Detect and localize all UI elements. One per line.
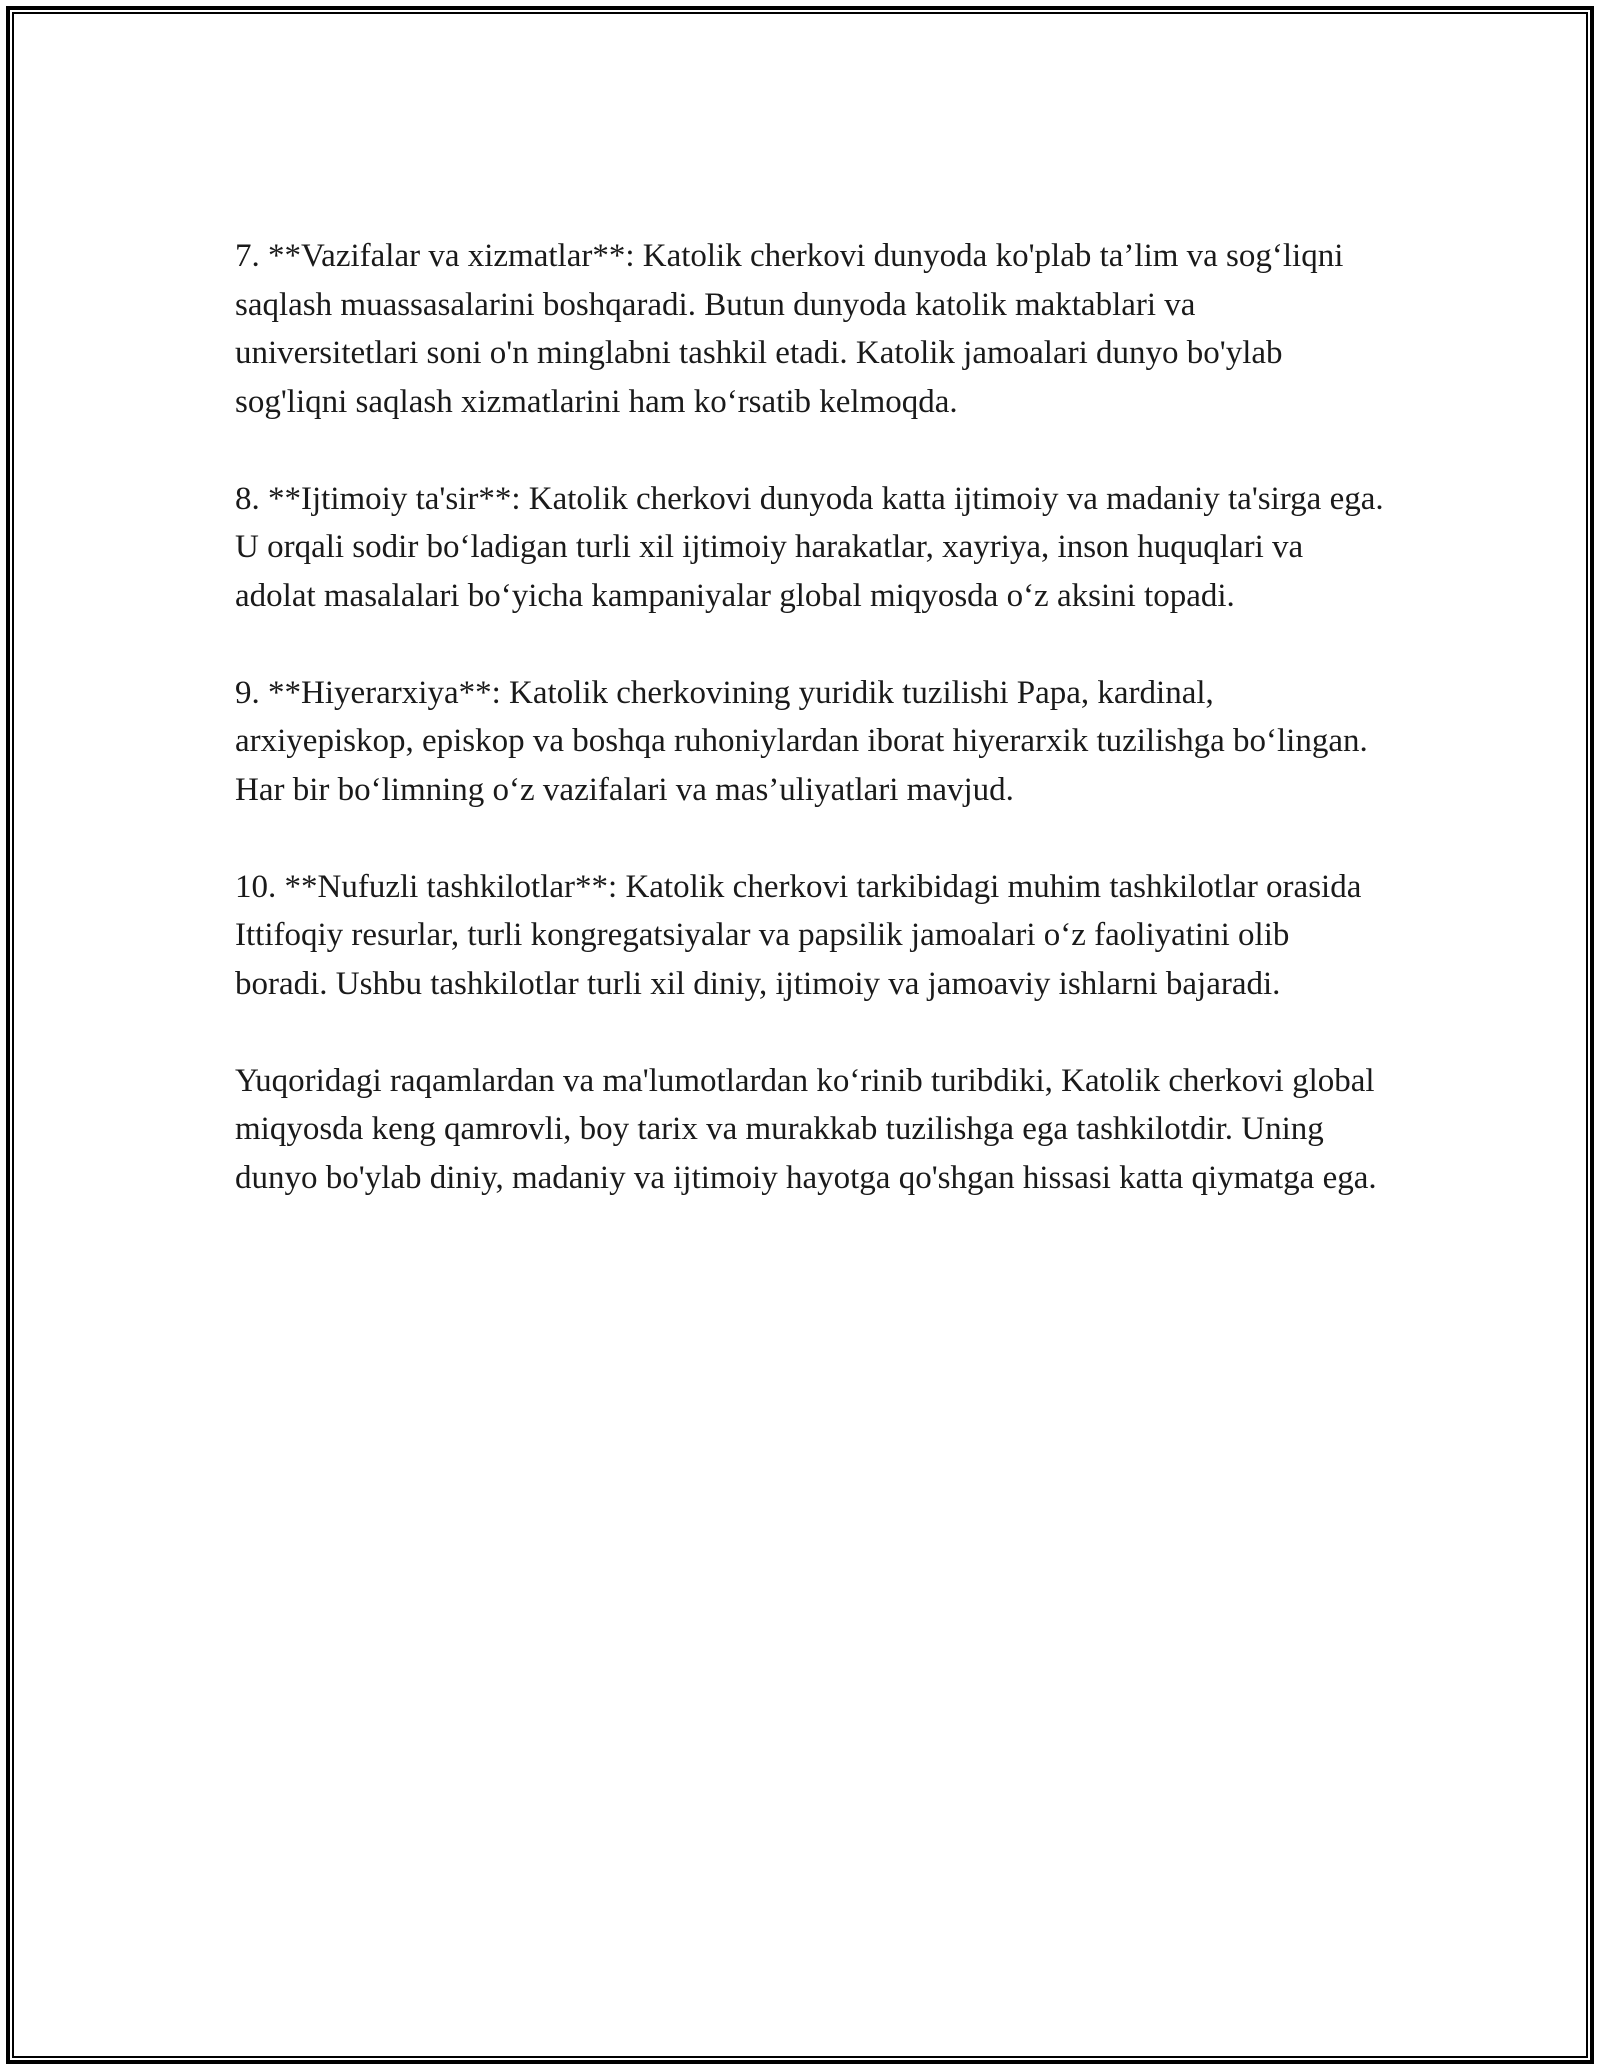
paragraph-vazifalar: 7. **Vazifalar va xizmatlar**: Katolik cherkovi dunyoda ko'plab ta’lim va sog‘liqni saqlash muassasalarini boshqaradi. Butun dunyoda katolik maktablari va universitetlari soni o'n minglabni tashkil etadi. Katolik jamoalari dunyo bo'ylab sog'liqni saqlash xizmatlarini ham ko‘rsatib kelmoqda. <box>235 238 1344 420</box>
paragraph-nufuzli-tashkilotlar: 10. **Nufuzli tashkilotlar**: Katolik cherkovi tarkibidagi muhim tashkilotlar orasida Ittifoqiy resurlar, turli kongregatsiyalar va papsilik jamoalari o‘z faoliyatini olib boradi. Ushbu tashkilotlar turli xil diniy, ijtimoiy va jamoaviy ishlarni bajaradi. <box>235 868 1362 1002</box>
document-body <box>235 232 1385 1202</box>
paragraph-ijtimoiy-tasir: 8. **Ijtimoiy ta'sir**: Katolik cherkovi dunyoda katta ijtimoiy va madaniy ta'sirga ega. U orqali sodir bo‘ladigan turli xil ijtimoiy harakatlar, xayriya, inson huquqlari va adolat masalalari bo‘yicha kampaniyalar global miqyosda o‘z aksini topadi. <box>235 480 1384 614</box>
paragraph-conclusion: Yuqoridagi raqamlardan va ma'lumotlardan ko‘rinib turibdiki, Katolik cherkovi global miqyosda keng qamrovli, boy tarix va murakkab tuzilishga ega tashkilotdir. Uning dunyo bo'ylab diniy, madaniy va ijtimoiy hayotga qo'shgan hissasi katta qiymatga ega. <box>235 1062 1377 1196</box>
paragraph-hiyerarxiya: 9. **Hiyerarxiya**: Katolik cherkovining yuridik tuzilishi Papa, kardinal, arxiyepiskop, episkop va boshqa ruhoniylardan iborat hiyerarxik tuzilishga bo‘lingan. Har bir bo‘limning o‘z vazifalari va mas’uliyatlari mavjud. <box>235 674 1368 808</box>
